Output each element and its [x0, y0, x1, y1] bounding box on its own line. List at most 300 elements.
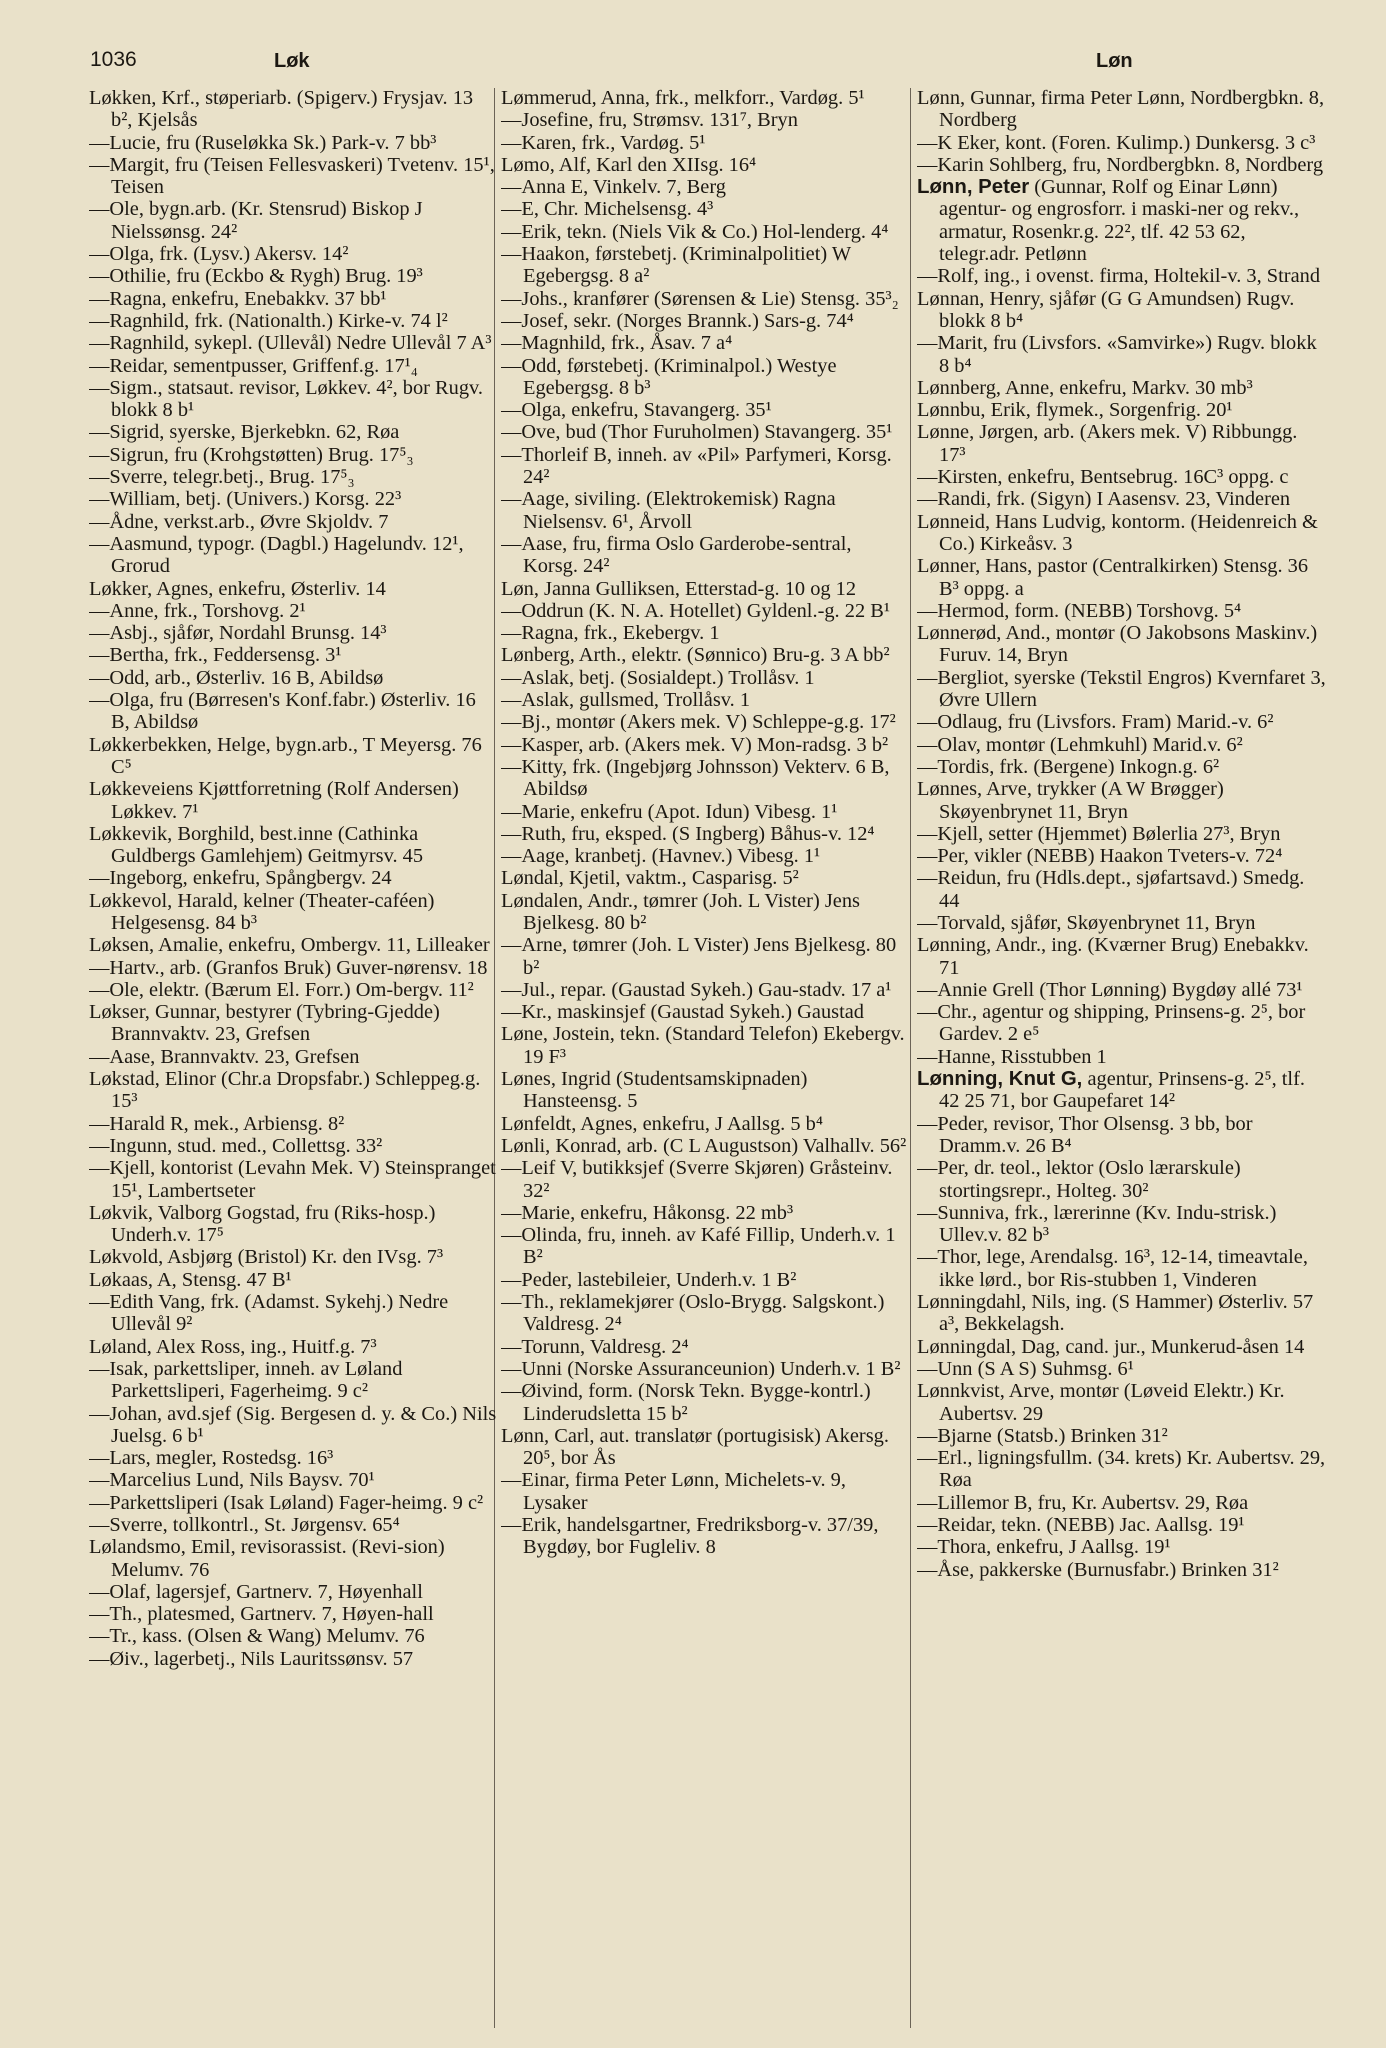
directory-entry [89, 377, 499, 422]
directory-entry [501, 332, 911, 354]
directory-entry [501, 734, 911, 756]
entry-text: —Erl., ligningsfullm. (34. krets) Kr. Aubertsv. 29, Røa [917, 1447, 1326, 1492]
entry-text: —Ingunn, stud. med., Collettsg. 33² [89, 1134, 383, 1157]
entry-text: —Olaf, lagersjef, Gartnerv. 7, Høyenhall [89, 1580, 423, 1603]
entry-text: —Leif V, butikksjef (Sverre Skjøren) Gråsteinv. 32² [501, 1157, 893, 1202]
entry-text: —Aslak, betj. (Sosialdept.) Trollåsv. 1 [501, 666, 815, 689]
directory-entry [501, 1113, 911, 1135]
entry-text: —Odd, førstebetj. (Kriminalpol.) Westye Egebergsg. 8 b³ [501, 354, 837, 399]
directory-entry [501, 176, 911, 198]
entry-text: —Thorleif B, inneh. av «Pil» Parfymeri, Korsg. 24² [501, 443, 892, 489]
entry-text: —Reidar, tekn. (NEBB) Jac. Aallsg. 19¹ [917, 1514, 1245, 1536]
entry-text: —Kirsten, enkefru, Bentsebrug. 16C³ oppg. c [917, 466, 1289, 489]
directory-entry [89, 1135, 499, 1157]
entry-text: —Marie, enkefru, Håkonsg. 22 mb³ [501, 1201, 794, 1224]
entry-text: —Tr., kass. (Olsen & Wang) Melumv. 76 [89, 1625, 425, 1648]
directory-entry [501, 132, 911, 154]
entry-text: —Marit, fru (Livsfors. «Samvirke») Rugv. blokk 8 b⁴ [917, 332, 1317, 377]
directory-entry [501, 243, 911, 288]
directory-entry [501, 1023, 911, 1068]
directory-entry [89, 1046, 499, 1068]
entry-text: —Harald R, mek., Arbiensg. 8² [89, 1112, 345, 1135]
directory-entry [89, 332, 499, 354]
entry-text: —Oddrun (K. N. A. Hotellet) Gyldenl.-g. 22 B¹ [501, 599, 890, 622]
entry-text: Løkvold, Asbjørg (Bristol) Kr. den IVsg. 7³ [89, 1246, 444, 1269]
entry-text: Lønn, Gunnar, firma Peter Lønn, Nordbergbkn. 8, Nordberg [917, 87, 1325, 132]
entry-text: —Aasmund, typogr. (Dagbl.) Hagelundv. 12¹, Grorud [89, 532, 464, 578]
directory-entry [501, 533, 911, 578]
directory-entry [501, 1358, 911, 1380]
entry-text: —Peder, lastebileier, Underh.v. 1 B² [501, 1268, 797, 1291]
directory-entry [917, 265, 1327, 287]
directory-entry [501, 1202, 911, 1224]
directory-entry [89, 1291, 499, 1336]
entry-text: —Ragnhild, frk. (Nationalth.) Kirke-v. 74 l² [89, 309, 448, 332]
directory-entry [917, 1202, 1327, 1247]
entry-text: —Hanne, Risstubben 1 [917, 1045, 1107, 1068]
entry-text: Løkstad, Elinor (Chr.a Dropsfabr.) Schleppeg.g. 15³ [89, 1068, 481, 1113]
directory-entry [917, 1157, 1327, 1202]
entry-text: —Olav, montør (Lehmkuhl) Marid.v. 6² [917, 733, 1243, 756]
directory-entry [89, 1581, 499, 1603]
entry-text: —Aase, Brannvaktv. 23, Grefsen [89, 1045, 360, 1068]
entry-text: agentur, Prinsens-g. 2⁵, tlf. 42 25 71, bor Gaupefaret 14² [939, 1068, 1305, 1113]
entry-text: —Thora, enkefru, J Aallsg. 19¹ [917, 1536, 1171, 1559]
directory-entry [501, 288, 911, 310]
directory-entry [501, 310, 911, 332]
directory-entry [89, 644, 499, 666]
directory-entry [501, 689, 911, 711]
directory-entry [501, 1269, 911, 1291]
directory-entry [917, 1425, 1327, 1447]
entry-text: —Reidun, fru (Hdls.dept., sjøfartsavd.) Smedg. 44 [917, 867, 1305, 912]
entry-text: —Tordis, frk. (Bergene) Inkogn.g. 6² [917, 755, 1220, 778]
directory-entry [89, 1403, 499, 1448]
entry-text: —Edith Vang, frk. (Adamst. Sykehj.) Nedre Ullevål 9² [89, 1291, 449, 1336]
entry-text: —Rolf, ing., i ovenst. firma, Holtekil-v. 3, Strand [917, 265, 1321, 288]
directory-entry [89, 488, 499, 510]
entry-text: Løkker, Agnes, enkefru, Østerliv. 14 [89, 577, 386, 600]
directory-entry [917, 734, 1327, 756]
directory-entry [917, 1380, 1327, 1425]
entry-bold-name: Lønn, Peter [917, 176, 1030, 199]
entry-text: —Sigrid, syerske, Bjerkebkn. 62, Røa [89, 421, 400, 444]
directory-entry [89, 734, 499, 779]
directory-entry [89, 890, 499, 935]
entry-text: Lønne, Jørgen, arb. (Akers mek. V) Ribbungg. 17³ [917, 421, 1298, 466]
directory-entry [501, 1224, 911, 1269]
directory-entry [89, 1068, 499, 1113]
entry-text: —Bjarne (Statsb.) Brinken 31² [917, 1424, 1168, 1447]
directory-entry [89, 1358, 499, 1403]
directory-entry [501, 444, 911, 489]
directory-entry [917, 399, 1327, 421]
directory-entry [917, 288, 1327, 333]
entry-text: Løkaas, A, Stensg. 47 B¹ [89, 1268, 292, 1291]
entry-text: —Ragna, frk., Ekebergv. 1 [501, 622, 720, 645]
directory-entry [917, 488, 1327, 510]
directory-entry [501, 600, 911, 622]
entry-text: —Øiv., lagerbetj., Nils Lauritssønsv. 57 [89, 1647, 414, 1670]
entry-text: —Einar, firma Peter Lønn, Michelets-v. 9, Lysaker [501, 1469, 846, 1514]
entry-text: —Magnhild, frk., Åsav. 7 a⁴ [501, 332, 733, 355]
directory-entry [89, 1001, 499, 1046]
entry-text: —Per, dr. teol., lektor (Oslo lærarskule) stortingsrepr., Holteg. 30² [917, 1157, 1241, 1202]
entry-text: —Hartv., arb. (Granfos Bruk) Guver-nørensv. 18 [89, 956, 488, 979]
directory-entry [501, 1336, 911, 1358]
directory-entry [89, 265, 499, 287]
directory-entry [917, 1358, 1327, 1380]
entry-text: —Sigrun, fru (Krohgstøtten) Brug. 17⁵₃ [89, 443, 414, 466]
right-guide-word: Løn [1096, 50, 1133, 72]
entry-text: Lølandsmo, Emil, revisorassist. (Revi-sion) Melumv. 76 [89, 1536, 445, 1581]
directory-entry [89, 310, 499, 332]
directory-entry [501, 667, 911, 689]
entry-text: —Olga, enkefru, Stavangerg. 35¹ [501, 399, 772, 422]
directory-entry [917, 1068, 1327, 1113]
entry-text: —Parkettsliperi (Isak Løland) Fager-heimg. 9 c² [89, 1491, 484, 1514]
entry-text: —Aslak, gullsmed, Trollåsv. 1 [501, 689, 751, 712]
directory-entry [917, 1113, 1327, 1158]
directory-entry [917, 332, 1327, 377]
directory-entry [89, 1269, 499, 1291]
directory-entry [917, 1447, 1327, 1492]
directory-entry [917, 511, 1327, 556]
entry-text: —Sverre, telegr.betj., Brug. 17⁵₃ [89, 466, 355, 489]
directory-entry [917, 132, 1327, 154]
directory-entry [917, 87, 1327, 132]
entry-text: —Ingeborg, enkefru, Spångbergv. 24 [89, 867, 392, 890]
directory-entry [501, 934, 911, 979]
entry-text: —Ragnhild, sykepl. (Ullevål) Nedre Ullevål 7 A³ [89, 332, 492, 355]
directory-entry [501, 1291, 911, 1336]
entry-text: —Isak, parkettsliper, inneh. av Løland Parkettsliperi, Fagerheimg. 9 c² [89, 1357, 403, 1403]
entry-text: Løksen, Amalie, enkefru, Ombergv. 11, Lilleaker [89, 934, 490, 957]
page-number: 1036 [90, 48, 137, 71]
directory-entry [917, 466, 1327, 488]
directory-entry [917, 555, 1327, 600]
entry-text: —Kr., maskinsjef (Gaustad Sykeh.) Gaustad [501, 1001, 864, 1024]
entry-text: —Olga, frk. (Lysv.) Akersv. 14² [89, 243, 349, 266]
entry-text: —Marcelius Lund, Nils Baysv. 70¹ [89, 1469, 375, 1492]
directory-entry [89, 934, 499, 956]
directory-entry [917, 1001, 1327, 1046]
entry-text: Løn, Janna Gulliksen, Etterstad-g. 10 og 12 [501, 577, 857, 600]
directory-entry [501, 154, 911, 176]
directory-entry [89, 1469, 499, 1491]
directory-entry [917, 867, 1327, 912]
directory-entry [501, 711, 911, 733]
entry-text: —Kitty, frk. (Ingebjørg Johnsson) Vekterv. 6 B, Abildsø [501, 755, 890, 801]
entry-text: Løndalen, Andr., tømrer (Joh. L Vister) Jens Bjelkesg. 80 b² [501, 889, 860, 934]
entry-text: —Øivind, form. (Norsk Tekn. Bygge-kontrl.) Linderudsletta 15 b² [501, 1380, 871, 1425]
entry-text: —Margit, fru (Teisen Fellesvaskeri) Tvetenv. 15¹, Teisen [89, 153, 495, 199]
directory-entry [501, 1157, 911, 1202]
entry-text: Løkkeveiens Kjøttforretning (Rolf Andersen) Løkkev. 7¹ [89, 778, 459, 823]
entry-text: —Unn (S A S) Suhmsg. 6¹ [917, 1357, 1134, 1380]
entry-text: Lønneid, Hans Ludvig, kontorm. (Heidenreich & Co.) Kirkeåsv. 3 [917, 510, 1318, 555]
entry-text: Lønningdahl, Nils, ing. (S Hammer) Østerliv. 57 a³, Bekkelagsh. [917, 1291, 1314, 1336]
entry-text: —E, Chr. Michelsensg. 4³ [501, 198, 714, 221]
entry-text: —Erik, handelsgartner, Fredriksborg-v. 37/39, Bygdøy, bor Fugleliv. 8 [501, 1514, 879, 1559]
directory-entry [89, 667, 499, 689]
entry-text: —Ove, bud (Thor Furuholmen) Stavangerg. 35¹ [501, 421, 893, 444]
entry-text: Løkkevol, Harald, kelner (Theater-caféen) Helgesensg. 84 b³ [89, 889, 435, 934]
directory-entry [89, 823, 499, 868]
entry-text: Løkser, Gunnar, bestyrer (Tybring-Gjedde) Brannvaktv. 23, Grefsen [89, 1001, 440, 1046]
directory-entry [917, 1246, 1327, 1291]
directory-entry [501, 867, 911, 889]
entry-text: —Johs., kranfører (Sørensen & Lie) Stensg. 35³₂ [501, 287, 899, 310]
directory-entry [89, 778, 499, 823]
directory-entry [917, 377, 1327, 399]
entry-text: —Josefine, fru, Strømsv. 131⁷, Bryn [501, 109, 798, 132]
entry-text: —Jul., repar. (Gaustad Sykeh.) Gau-stadv. 17 a¹ [501, 978, 892, 1001]
directory-entry [501, 1068, 911, 1113]
page-header [86, 46, 1300, 80]
entry-text: Løndal, Kjetil, vaktm., Casparisg. 5² [501, 867, 799, 890]
entry-text: —Josef, sekr. (Norges Brannk.) Sars-g. 74⁴ [501, 309, 854, 332]
directory-entry [501, 644, 911, 666]
entry-text: —Chr., agentur og shipping, Prinsens-g. 2⁵, bor Gardev. 2 e⁵ [917, 1001, 1306, 1046]
entry-text: —Johan, avd.sjef (Sig. Bergesen d. y. & Co.) Nils Juelsg. 6 b¹ [89, 1402, 497, 1447]
directory-entry [917, 421, 1327, 466]
directory-entry [501, 578, 911, 600]
directory-entry [501, 756, 911, 801]
directory-entry [89, 1447, 499, 1469]
entry-text: —Odlaug, fru (Livsfors. Fram) Marid.-v. 6² [917, 711, 1274, 734]
entry-text: Løkken, Krf., støperiarb. (Spigerv.) Frysjav. 13 b², Kjelsås [89, 87, 474, 132]
directory-entry [89, 1336, 499, 1358]
entry-text: —Erik, tekn. (Niels Vik & Co.) Hol-lenderg. 4⁴ [501, 220, 889, 243]
directory-entry [917, 1336, 1327, 1358]
entry-text: —Aage, kranbetj. (Havnev.) Vibesg. 1¹ [501, 845, 821, 868]
directory-entry [89, 1536, 499, 1581]
column-left [89, 87, 499, 2027]
entry-text: —Sunniva, frk., lærerinne (Kv. Indu-strisk.) Ullev.v. 82 b³ [917, 1201, 1277, 1247]
entry-text: —Ruth, fru, eksped. (S Ingberg) Båhus-v. 12⁴ [501, 822, 875, 845]
entry-text: Lømmerud, Anna, frk., melkforr., Vardøg. 5¹ [501, 87, 865, 109]
entry-text: —K Eker, kont. (Foren. Kulimp.) Dunkersg. 3 c³ [917, 131, 1316, 154]
directory-entry [501, 399, 911, 421]
directory-entry [89, 600, 499, 622]
entry-text: —Anna E, Vinkelv. 7, Berg [501, 176, 726, 199]
column-middle [501, 87, 911, 2027]
directory-entry [917, 778, 1327, 823]
entry-text: —Th., reklamekjører (Oslo-Brygg. Salgskont.) Valdresg. 2⁴ [501, 1291, 885, 1336]
entry-text: —William, betj. (Univers.) Korsg. 22³ [89, 488, 402, 511]
entry-text: —Bj., montør (Akers mek. V) Schleppe-g.g. 17² [501, 711, 896, 734]
directory-entry [917, 600, 1327, 622]
column-right [917, 87, 1327, 2027]
directory-entry [89, 288, 499, 310]
entry-text: Lønfeldt, Agnes, enkefru, J Aallsg. 5 b⁴ [501, 1112, 823, 1135]
entry-text: —Lars, megler, Rostedsg. 16³ [89, 1447, 334, 1470]
entry-text: —Kasper, arb. (Akers mek. V) Mon-radsg. 3 b² [501, 733, 889, 756]
entry-text: —Aage, siviling. (Elektrokemisk) Ragna Nielsensv. 6¹, Årvoll [501, 488, 836, 533]
directory-entry [501, 801, 911, 823]
directory-entry [89, 355, 499, 377]
directory-entry [501, 109, 911, 131]
directory-entry [89, 867, 499, 889]
directory-entry [89, 1603, 499, 1625]
entry-text: Lønnbu, Erik, flymek., Sorgenfrig. 20¹ [917, 399, 1233, 422]
directory-entry [89, 1492, 499, 1514]
directory-entry [501, 198, 911, 220]
directory-entry [917, 1291, 1327, 1336]
entry-text: —Åse, pakkerske (Burnusfabr.) Brinken 31² [917, 1558, 1279, 1581]
directory-entry [501, 823, 911, 845]
entry-text: —Ole, bygn.arb. (Kr. Stensrud) Biskop J Nielssønsg. 24² [89, 198, 423, 243]
left-guide-word: Løk [274, 50, 310, 72]
directory-entry [917, 934, 1327, 979]
directory-entry [89, 154, 499, 199]
directory-entry [89, 689, 499, 734]
directory-entry [917, 176, 1327, 265]
directory-entry [89, 979, 499, 1001]
directory-entry [89, 87, 499, 132]
entry-text: —Marie, enkefru (Apot. Idun) Vibesg. 1¹ [501, 800, 838, 823]
directory-entry [917, 1559, 1327, 1581]
directory-entry [89, 578, 499, 600]
entry-text: Lønes, Ingrid (Studentsamskipnaden) Hansteensg. 5 [501, 1068, 808, 1113]
entry-text: Løne, Jostein, tekn. (Standard Telefon) Ekebergv. 19 F³ [501, 1023, 905, 1068]
entry-text: Lønning, Andr., ing. (Kværner Brug) Enebakkv. 71 [917, 934, 1309, 979]
entry-text: Lømo, Alf, Karl den XIIsg. 16⁴ [501, 153, 757, 176]
directory-entry [501, 979, 911, 1001]
entry-text: —Haakon, førstebetj. (Kriminalpolitiet) W Egebergsg. 8 a² [501, 243, 851, 288]
directory-entry [89, 444, 499, 466]
entry-bold-name: Lønning, Knut G, [917, 1068, 1083, 1091]
entry-text: Lønnan, Henry, sjåfør (G G Amundsen) Rugv. blokk 8 b⁴ [917, 287, 1295, 332]
entry-text: —Per, vikler (NEBB) Haakon Tveters-v. 72⁴ [917, 845, 1283, 868]
directory-entry [917, 667, 1327, 712]
entry-text: Løland, Alex Ross, ing., Huitf.g. 7³ [89, 1335, 377, 1358]
entry-text: —Kjell, kontorist (Levahn Mek. V) Steinspranget 15¹, Lambertseter [89, 1157, 496, 1202]
entry-text: —Olga, fru (Børresen's Konf.fabr.) Østerliv. 16 B, Abildsø [89, 689, 476, 734]
entry-text: —Sigm., statsaut. revisor, Løkkev. 4², bor Rugv. blokk 8 b¹ [89, 376, 484, 422]
entry-text: Lønli, Konrad, arb. (C L Augustson) Valhallv. 56² [501, 1134, 907, 1157]
entry-text: Lønner, Hans, pastor (Centralkirken) Stensg. 36 B³ oppg. a [917, 555, 1309, 600]
entry-text: —Hermod, form. (NEBB) Torshovg. 5⁴ [917, 599, 1242, 622]
directory-entry [89, 466, 499, 488]
directory-entry [917, 711, 1327, 733]
entry-text: —Odd, arb., Østerliv. 16 B, Abildsø [89, 666, 384, 689]
entry-text: —Kjell, setter (Hjemmet) Bølerlia 27³, Bryn [917, 822, 1281, 845]
entry-text: —Sverre, tollkontrl., St. Jørgensv. 65⁴ [89, 1514, 400, 1536]
directory-entry [917, 154, 1327, 176]
directory-entry [501, 1135, 911, 1157]
entry-text: —Bertha, frk., Feddersensg. 3¹ [89, 644, 342, 667]
directory-entry [89, 421, 499, 443]
entry-text: —Karin Sohlberg, fru, Nordbergbkn. 8, Nordberg [917, 153, 1324, 176]
entry-text: Lønnes, Arve, trykker (A W Brøgger) Skøyenbrynet 11, Bryn [917, 778, 1224, 823]
entry-text: —Olinda, fru, inneh. av Kafé Fillip, Underh.v. 1 B² [501, 1224, 896, 1269]
directory-entry [501, 1469, 911, 1514]
entry-text: Lønningdal, Dag, cand. jur., Munkerud-åsen 14 [917, 1335, 1305, 1358]
entry-text: —Annie Grell (Thor Lønning) Bygdøy allé 73¹ [917, 978, 1303, 1001]
directory-entry [917, 1046, 1327, 1068]
entry-text: Lønn, Carl, aut. translatør (portugisisk) Akersg. 20⁵, bor Ås [501, 1424, 889, 1470]
entry-text: —Randi, frk. (Sigyn) I Aasensv. 23, Vinderen [917, 488, 1291, 511]
entry-text: —Ole, elektr. (Bærum El. Forr.) Om-bergv. 11² [89, 978, 474, 1001]
directory-entry [501, 845, 911, 867]
directory-entry [917, 622, 1327, 667]
entry-text: —Thor, lege, Arendalsg. 16³, 12-14, timeavtale, ikke lørd., bor Ris-stubben 1, Vinderen [917, 1246, 1308, 1291]
entry-text: —Anne, frk., Torshovg. 2¹ [89, 599, 306, 622]
entry-text: —Peder, revisor, Thor Olsensg. 3 bb, bor Dramm.v. 26 B⁴ [917, 1112, 1253, 1157]
entry-text: —Lucie, fru (Ruseløkka Sk.) Park-v. 7 bb³ [89, 131, 437, 154]
entry-text: Lønberg, Arth., elektr. (Sønnico) Bru-g. 3 A bb² [501, 644, 890, 667]
directory-entry [917, 1492, 1327, 1514]
directory-entry [89, 1246, 499, 1268]
entry-text: Lønnberg, Anne, enkefru, Markv. 30 mb³ [917, 376, 1253, 399]
entry-text: Lønnerød, And., montør (O Jakobsons Maskinv.) Furuv. 14, Bryn [917, 622, 1318, 667]
entry-text: Løkvik, Valborg Gogstad, fru (Riks-hosp.) Underh.v. 17⁵ [89, 1201, 436, 1247]
entry-text: Løkkevik, Borghild, best.inne (Cathinka Guldbergs Gamlehjem) Geitmyrsv. 45 [89, 822, 424, 868]
directory-entry [501, 355, 911, 400]
entry-text: —Karen, frk., Vardøg. 5¹ [501, 131, 706, 154]
directory-entry [501, 890, 911, 935]
directory-entry [501, 488, 911, 533]
entry-text: Lønnkvist, Arve, montør (Løveid Elektr.) Kr. Aubertsv. 29 [917, 1380, 1285, 1425]
directory-entry [917, 756, 1327, 778]
directory-entry [89, 1202, 499, 1247]
directory-entry [501, 1514, 911, 1559]
directory-entry [501, 622, 911, 644]
directory-entry [89, 1625, 499, 1647]
directory-entry [917, 823, 1327, 845]
entry-text: —Th., platesmed, Gartnerv. 7, Høyen-hall [89, 1603, 434, 1626]
directory-entry [501, 421, 911, 443]
directory-entry [917, 845, 1327, 867]
entry-text: (Gunnar, Rolf og Einar Lønn) agentur- og engrosforr. i maski-ner og rekv., armatur, Rosenkr.g. 22², tlf. 42 53 62, telegr.adr. Petlønn [939, 176, 1300, 266]
directory-entry [89, 622, 499, 644]
directory-entry [917, 1514, 1327, 1536]
entry-text: —Reidar, sementpusser, Griffenf.g. 17¹₄ [89, 354, 418, 377]
entry-text: Løkkerbekken, Helge, bygn.arb., T Meyersg. 76 C⁵ [89, 733, 482, 778]
entry-text: —Lillemor B, fru, Kr. Aubertsv. 29, Røa [917, 1491, 1249, 1514]
entry-text: —Bergliot, syerske (Tekstil Engros) Kvernfaret 3, Øvre Ullern [917, 666, 1326, 712]
directory-entry [89, 1157, 499, 1202]
entry-text: —Ragna, enkefru, Enebakkv. 37 bb¹ [89, 287, 387, 310]
entry-text: —Aase, fru, firma Oslo Garderobe-sentral, Korsg. 24² [501, 532, 852, 578]
directory-entry [917, 912, 1327, 934]
directory-entry [917, 1536, 1327, 1558]
entry-text: —Ådne, verkst.arb., Øvre Skjoldv. 7 [89, 510, 389, 533]
entry-text: —Othilie, fru (Eckbo & Rygh) Brug. 19³ [89, 265, 423, 288]
directory-entry [89, 243, 499, 265]
directory-entry [89, 1514, 499, 1536]
directory-entry [89, 957, 499, 979]
directory-entry [89, 1113, 499, 1135]
directory-entry [501, 87, 911, 109]
directory-entry [917, 979, 1327, 1001]
entry-text: —Asbj., sjåfør, Nordahl Brunsg. 14³ [89, 622, 387, 645]
directory-entry [89, 1648, 499, 1670]
directory-entry [89, 198, 499, 243]
entry-text: —Arne, tømrer (Joh. L Vister) Jens Bjelkesg. 80 b² [501, 934, 897, 979]
directory-entry [89, 511, 499, 533]
entry-text: —Unni (Norske Assuranceunion) Underh.v. 1 B² [501, 1357, 901, 1380]
directory-entry [89, 132, 499, 154]
directory-entry [89, 533, 499, 578]
entry-text: —Torunn, Valdresg. 2⁴ [501, 1335, 689, 1358]
directory-entry [501, 221, 911, 243]
directory-entry [501, 1425, 911, 1470]
directory-entry [501, 1001, 911, 1023]
entry-text: —Torvald, sjåfør, Skøyenbrynet 11, Bryn [917, 911, 1256, 934]
